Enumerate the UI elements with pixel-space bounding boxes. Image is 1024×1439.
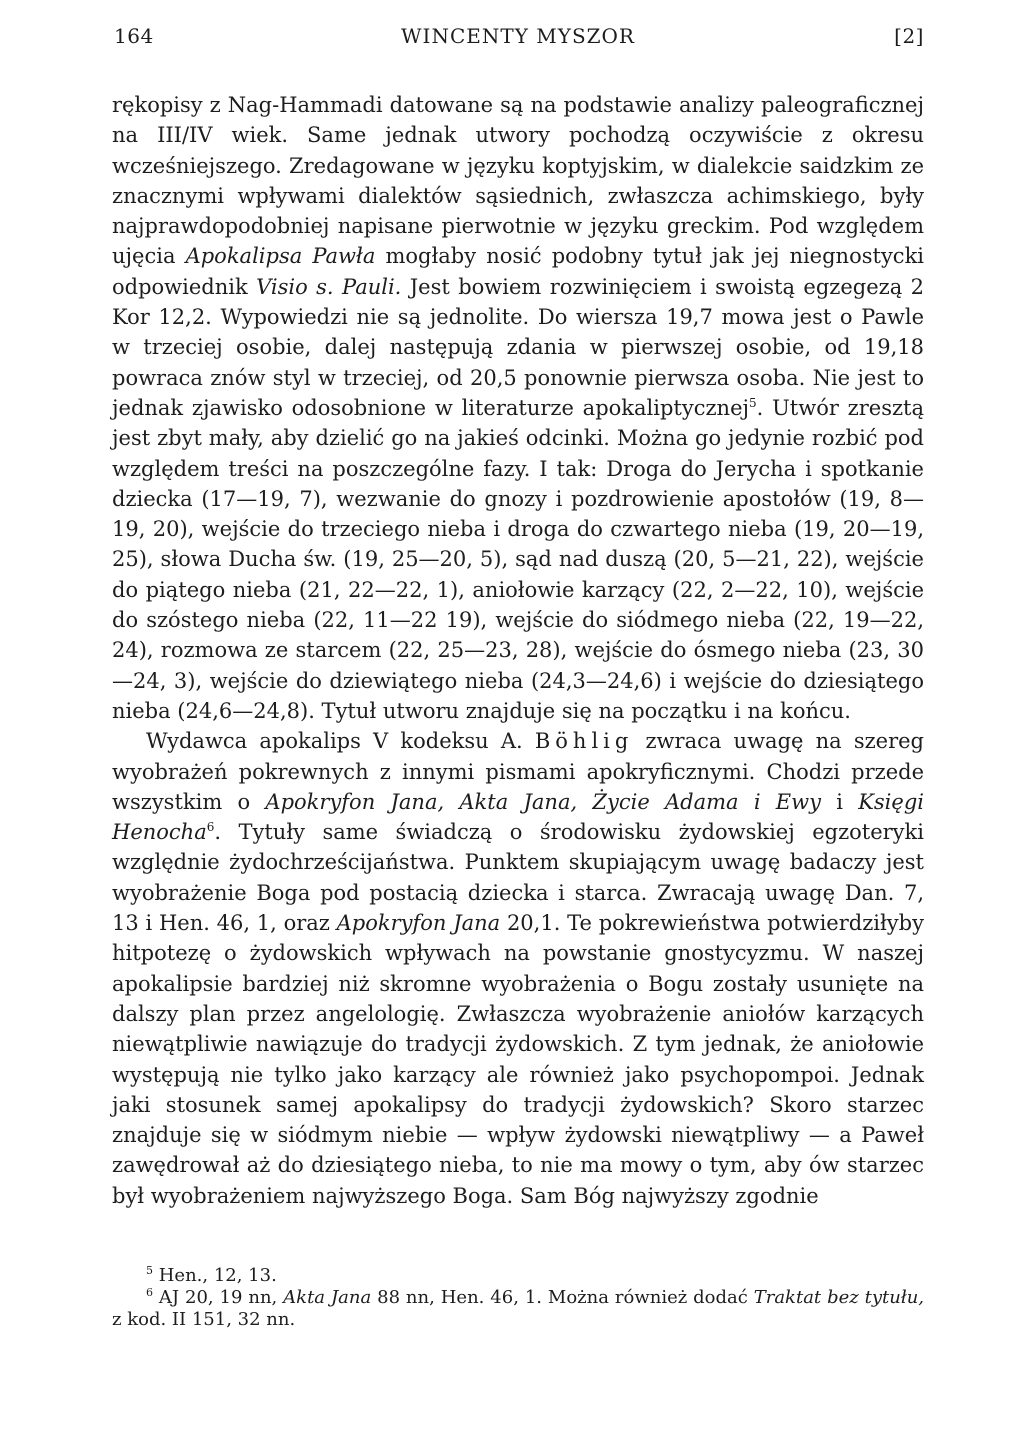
footnote-text: AJ 20, 19 nn,: [153, 1286, 284, 1308]
page: [112, 20, 924, 1331]
footnote-5: [112, 1265, 924, 1287]
section-marker: [2]: [894, 24, 924, 48]
running-header: [112, 20, 924, 54]
italic-title: Traktat bez tytułu,: [753, 1286, 925, 1308]
italic-title: Akta Jana: [283, 1286, 372, 1308]
running-title: WINCENTY MYSZOR: [401, 24, 635, 48]
footnote-text: Hen., 12, 13.: [153, 1264, 277, 1286]
body-text: [112, 90, 924, 1211]
text-run: rękopisy z Nag-Hammadi datowane są na podstawie analizy paleograficznej na III/IV wiek. Same jednak utwory pochodzą oczywiście z okresu wcześniejszego. Zredagowane w języku koptyjskim, w dialekcie saidzkim ze znacznymi wpływami dialektów sąsiednich, zwłaszcza achimskiego, były najprawdopodobniej napisane pierwotnie w języku greckim. Pod względem ujęcia: [112, 93, 924, 269]
italic-title: Księgi Henocha: [112, 789, 924, 845]
paragraph-2: [112, 726, 924, 1211]
page-number: 164: [114, 24, 154, 48]
text-run: Jest bowiem rozwinięciem i swoistą egzegezą 2 Kor 12,2. Wypowiedzi nie są jednolite. Do wiersza 19,7 mowa jest o Pawle w trzeciej osobie, dalej następują zdania w pierwszej osobie, od 19,18 powraca znów styl w trzeciej, od 20,5 ponownie pierwsza osoba. Nie jest to jednak zjawisko odosobnione w literaturze apokaliptycznej: [112, 274, 924, 420]
text-run: 20,1. Te pokrewieństwa potwierdziłyby hitpotezę o żydowskich wpływach na powstanie gnostycyzmu. W naszej apokalipsie bardziej niż skromne wyobrażenia o Bogu zostały usunięte na dalszy plan przez angelologię. Zwłaszcza wyobrażenie aniołów karzących niewątpliwie nawiązuje do tradycji żydowskich. Z tym jednak, że aniołowie występują nie tylko jako karzący ale również jako psychopompoi. Jednak jaki stosunek samej apokalipsy do tradycji żydowskich? Skoro starzec znajduje się w siódmym niebie — wpływ żydowski niewątpliwy — a Paweł zawędrował aż do dziesiątego nieba, to nie ma mowy o tym, aby ów starzec był wyobrażeniem najwyższego Boga. Sam Bóg najwyższy zgodnie: [112, 911, 924, 1208]
text-run: Wydawca apokalips V kodeksu A.: [146, 729, 535, 754]
paragraph-1: [112, 90, 924, 726]
italic-title: Apokryfon Jana, Akta Jana, Życie Adama i Ewy: [265, 789, 821, 814]
text-run: zwraca uwagę na szereg wyobrażeń pokrewnych z innymi pismami apokryficznymi. Chodzi przede wszystkim o: [112, 729, 925, 814]
footnote-ref-6[interactable]: 6: [206, 820, 215, 835]
footnote-6: [112, 1287, 924, 1331]
text-run: . Utwór zresztą jest zbyt mały, aby dzielić go na jakieś odcinki. Można go jedynie rozbić pod względem treści na poszczególne fazy. I tak: Droga do Jerycha i spotkanie dziecka (17—19, 7), wezwanie do gnozy i pozdrowienie apostołów (19, 8—19, 20), wejście do trzeciego nieba i droga do czwartego nieba (19, 20—19, 25), słowa Ducha św. (19, 25—20, 5), sąd nad duszą (20, 5—21, 22), wejście do piątego nieba (21, 22—22, 1), aniołowie karzący (22, 2—22, 10), wejście do szóstego nieba (22, 11—22 19), wejście do siódmego nieba (22, 19—22, 24), rozmowa ze starcem (22, 25—23, 28), wejście do ósmego nieba (23, 30—24, 3), wejście do dziewiątego nieba (24,3—24,6) i wejście do dziesiątego nieba (24,6—24,8). Tytuł utworu znajduje się na początku i na końcu.: [112, 395, 924, 723]
footnote-number: 5: [146, 1263, 153, 1277]
footnote-text: z kod. II 151, 32 nn.: [112, 1308, 296, 1330]
italic-title: Apokalipsa Pawła: [185, 244, 376, 269]
italic-title: Apokryfon Jana: [336, 911, 501, 936]
footnote-ref-5[interactable]: 5: [749, 395, 757, 410]
author-name: Böhlig: [534, 729, 634, 754]
text-run: . Tytuły same świadczą o środowisku żydowskiej egzoteryki względnie żydochrześcijaństwa. Punktem skupiającym uwagę badaczy jest wyobrażenie Boga pod postacią dziecka i starca. Zwracają uwagę Dan. 7, 13 i Hen. 46, 1, oraz: [112, 820, 924, 936]
footnote-number: 6: [146, 1285, 153, 1299]
footnote-text: 88 nn, Hen. 46, 1. Można również dodać: [371, 1286, 754, 1308]
text-run: mogłaby nosić podobny tytuł jak jej niegnostycki odpowiednik: [112, 244, 925, 299]
italic-title: Visio s. Pauli.: [256, 274, 402, 299]
text-run: i: [820, 789, 859, 814]
footnotes: [112, 1265, 924, 1331]
